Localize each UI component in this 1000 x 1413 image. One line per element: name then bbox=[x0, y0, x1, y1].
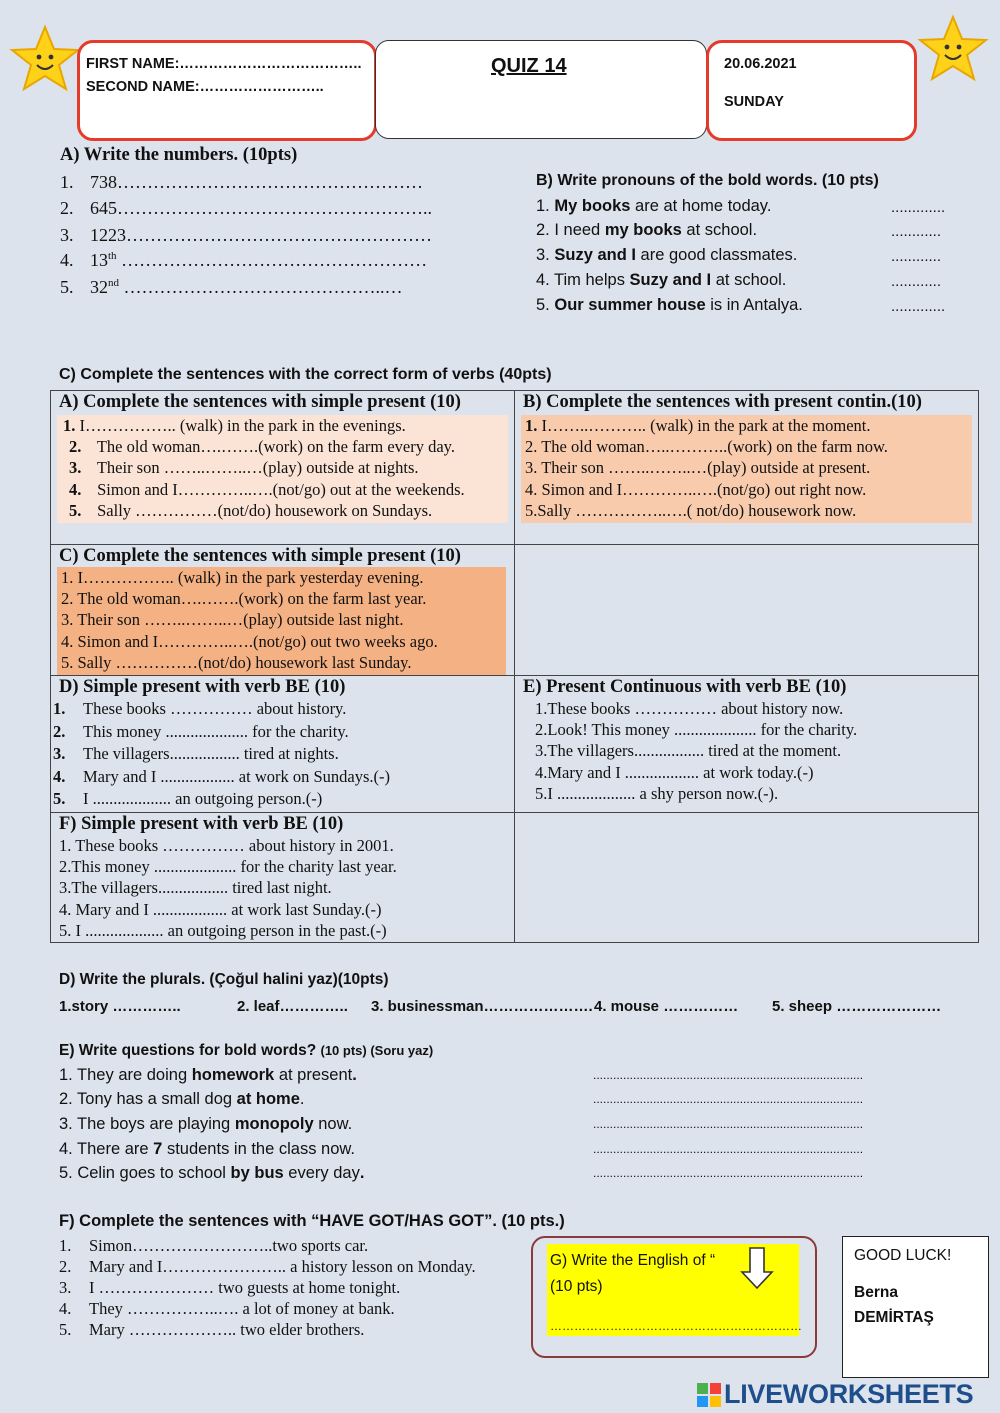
item-number: 3. bbox=[59, 1278, 72, 1297]
item-text: 2. I need bbox=[536, 221, 605, 239]
section-e-title bbox=[59, 1042, 433, 1060]
list-item[interactable]: 4. Simon and I…………..….(not/go) out right now. bbox=[525, 479, 867, 499]
list-item[interactable]: 5. Sally ……………(not/do) housework last Sunday. bbox=[61, 652, 412, 672]
item-text: Mary ……………….. two elder brothers. bbox=[89, 1320, 365, 1339]
star-icon bbox=[916, 14, 990, 86]
item-text: . bbox=[299, 1090, 305, 1108]
answer-blank[interactable]: ............ bbox=[891, 273, 942, 290]
list-item bbox=[536, 246, 797, 265]
item-text: Mary and I………………….. a history lesson on Monday. bbox=[89, 1257, 476, 1276]
list-item bbox=[60, 250, 427, 271]
item-text: are at home today. bbox=[630, 197, 772, 215]
list-item bbox=[59, 1066, 357, 1085]
cell-e-list bbox=[515, 698, 978, 804]
list-item[interactable]: 5.Sally ……………..….( not/do) housework now. bbox=[525, 500, 857, 520]
cell-d-list bbox=[51, 698, 514, 811]
plural-item[interactable]: 5. sheep ………………… bbox=[772, 998, 942, 1015]
list-item[interactable] bbox=[59, 1257, 476, 1277]
list-item[interactable] bbox=[59, 1320, 364, 1340]
item-text: are good classmates. bbox=[635, 246, 798, 264]
bold-word: homework bbox=[191, 1066, 275, 1084]
list-item bbox=[536, 197, 771, 216]
cell-b-list bbox=[521, 415, 972, 523]
item-text: The old woman….…….(work) on the farm every day. bbox=[93, 437, 455, 457]
item-number: 2. bbox=[53, 721, 66, 741]
item-text: 4. Tim helps bbox=[536, 271, 630, 289]
item-text: I……..……….. (walk) in the park at the moment. bbox=[537, 416, 871, 435]
item-text: every day bbox=[283, 1164, 360, 1182]
cell-e-title: E) Present Continuous with verb BE (10) bbox=[523, 677, 847, 698]
item-text: at present bbox=[274, 1066, 353, 1084]
item-number: 5. bbox=[53, 789, 66, 809]
list-item[interactable] bbox=[59, 1278, 400, 1298]
item-number: 5. bbox=[59, 1320, 72, 1339]
item-number: 1. bbox=[63, 416, 76, 435]
item-number: 3. bbox=[53, 744, 66, 764]
list-item bbox=[536, 221, 757, 240]
item-text: This money .................... for the charity. bbox=[83, 721, 349, 741]
list-item[interactable]: 4. Simon and I…………..….(not/go) out two weeks ago. bbox=[61, 631, 438, 651]
list-item[interactable]: 4. Mary and I .................. at work last Sunday.(-) bbox=[59, 899, 382, 919]
item-text: 2. Tony has a small dog bbox=[59, 1090, 237, 1108]
cell-c-title: C) Complete the sentences with simple present (10) bbox=[59, 546, 461, 566]
cell-d bbox=[51, 676, 515, 813]
item-number: 4. bbox=[59, 1299, 72, 1318]
list-item[interactable] bbox=[63, 415, 504, 436]
bold-word: monopoly bbox=[234, 1115, 314, 1133]
item-text: They ……………..…. a lot of money at bank. bbox=[89, 1299, 395, 1318]
section-f-title: F) Complete the sentences with “HAVE GOT/HAS GOT”. (10 pts.) bbox=[59, 1212, 565, 1230]
answer-blank[interactable]: ............ bbox=[891, 248, 942, 265]
list-item[interactable] bbox=[53, 721, 510, 744]
section-b-title: B) Write pronouns of the bold words. (10 pts) bbox=[536, 172, 879, 189]
item-text: 5. bbox=[536, 296, 555, 314]
item-number: 1. bbox=[53, 699, 66, 719]
item-number: 4. bbox=[60, 250, 74, 270]
item-number: 1. bbox=[525, 416, 538, 435]
cell-f-list bbox=[51, 835, 514, 941]
item-answer[interactable]: …………………………………………… bbox=[116, 250, 428, 270]
brand-text: LIVEWORKSHEETS bbox=[724, 1379, 974, 1409]
list-item[interactable]: 3. Their son ……..……..…(play) outside at present. bbox=[525, 458, 871, 478]
cell-empty bbox=[515, 813, 979, 943]
item-text: 32 bbox=[90, 277, 108, 297]
list-item bbox=[59, 1164, 364, 1183]
item-number: 4. bbox=[53, 766, 66, 786]
section-d-title: D) Write the plurals. (Çoğul halini yaz)(10pts) bbox=[59, 971, 389, 988]
item-text[interactable]: 738…………………………………………… bbox=[90, 172, 423, 192]
list-item bbox=[60, 172, 423, 193]
item-number: 2. bbox=[69, 437, 82, 457]
answer-line[interactable]: ................................................................................. bbox=[593, 1068, 864, 1082]
list-item[interactable]: 5. I ................... an outgoing person in the past.(-) bbox=[59, 920, 387, 940]
list-item[interactable]: 1. These books …………… about history in 2001. bbox=[59, 836, 394, 856]
section-g-title bbox=[550, 1252, 764, 1270]
item-text: 5. Celin goes to school bbox=[59, 1164, 231, 1182]
cell-b bbox=[515, 391, 979, 545]
answer-blank[interactable]: ............ bbox=[891, 223, 942, 240]
bold-word: Our summer house bbox=[554, 296, 706, 314]
first-name-field[interactable]: FIRST NAME:……………………………….. bbox=[86, 56, 362, 72]
item-text: at school. bbox=[681, 221, 758, 239]
cell-b-title: B) Complete the sentences with present contin.(10) bbox=[523, 392, 922, 412]
item-text: I…………….. (walk) in the park in the evenings. bbox=[75, 416, 406, 435]
item-sup: nd bbox=[108, 277, 119, 289]
answer-blank[interactable]: ............. bbox=[891, 199, 946, 216]
section-e-title-points: (10 pts) (Soru yaz) bbox=[320, 1043, 434, 1058]
item-text: Sally ……………(not/do) housework on Sundays. bbox=[93, 500, 433, 520]
item-number: 2. bbox=[60, 198, 74, 218]
list-item[interactable] bbox=[63, 457, 504, 478]
item-text: I ................... an outgoing person.(-) bbox=[83, 789, 323, 809]
item-text[interactable]: 645…………………………………………….. bbox=[90, 198, 432, 218]
item-number: 3. bbox=[69, 458, 82, 478]
item-text: 3. The boys are playing bbox=[59, 1115, 235, 1133]
second-name-field[interactable]: SECOND NAME:…………………….. bbox=[86, 79, 324, 95]
list-item[interactable]: 4.Mary and I .................. at work today.(-) bbox=[535, 762, 814, 782]
list-item[interactable]: 1. I…………….. (walk) in the park yesterday evening. bbox=[61, 568, 424, 587]
arrow-down-icon bbox=[740, 1246, 774, 1290]
list-item[interactable] bbox=[525, 415, 968, 436]
author-last: DEMİRTAŞ bbox=[854, 1309, 934, 1326]
item-text: These books …………… about history. bbox=[83, 699, 347, 719]
item-number: 2. bbox=[59, 1257, 72, 1276]
list-item[interactable]: 1.These books …………… about history now. bbox=[535, 699, 844, 719]
item-number: 5. bbox=[69, 500, 82, 520]
plural-item[interactable]: 4. mouse …………… bbox=[594, 998, 739, 1015]
list-item bbox=[60, 198, 432, 219]
plural-item[interactable]: 3. businessman…………………. bbox=[371, 998, 593, 1015]
item-number: 1. bbox=[60, 172, 74, 192]
list-item bbox=[59, 1090, 305, 1109]
list-item[interactable]: 2.This money .................... for the charity last year. bbox=[59, 857, 397, 877]
cell-f bbox=[51, 813, 515, 943]
item-sup: th bbox=[108, 250, 117, 262]
bold-word: My books bbox=[554, 197, 631, 215]
item-text: at school. bbox=[711, 271, 787, 289]
item-text: 13 bbox=[90, 250, 108, 270]
item-number: 1. bbox=[59, 1236, 72, 1255]
list-item[interactable]: 2. The old woman…..………..(work) on the farm now. bbox=[525, 437, 888, 457]
item-tail: . bbox=[352, 1066, 357, 1084]
goodluck-text: GOOD LUCK! bbox=[854, 1247, 952, 1264]
section-a-title: A) Write the numbers. (10pts) bbox=[60, 145, 298, 165]
section-g-box bbox=[531, 1236, 817, 1358]
list-item[interactable] bbox=[53, 698, 510, 721]
logo-icon bbox=[696, 1382, 722, 1408]
list-item[interactable]: 3.The villagers................. tired last night. bbox=[59, 878, 332, 898]
item-text: Simon and I…………..….(not/go) out at the weekends. bbox=[93, 479, 465, 499]
answer-line[interactable]: ................................................................................. bbox=[593, 1142, 864, 1156]
list-item bbox=[60, 225, 432, 246]
star-icon bbox=[8, 24, 82, 94]
list-item[interactable] bbox=[63, 436, 504, 457]
section-c-title: C) Complete the sentences with the correct form of verbs (40pts) bbox=[59, 366, 552, 383]
date-text: 20.06.2021 bbox=[724, 56, 797, 72]
date-box bbox=[706, 40, 917, 141]
section-e-title-text: E) Write questions for bold words? bbox=[59, 1042, 321, 1059]
cell-a bbox=[51, 391, 515, 545]
item-text: is in Antalya. bbox=[705, 296, 803, 314]
list-item[interactable]: 2. The old woman….…….(work) on the farm last year. bbox=[61, 589, 427, 609]
item-text: I ………………… two guests at home tonight. bbox=[89, 1278, 401, 1297]
list-item[interactable]: 2.Look! This money .................... for the charity. bbox=[535, 720, 858, 740]
item-number: 5. bbox=[60, 277, 74, 297]
list-item[interactable]: 5.I ................... a shy person now.(-). bbox=[535, 783, 779, 803]
item-text: now. bbox=[313, 1115, 353, 1133]
cell-e bbox=[515, 676, 979, 813]
author-first: Berna bbox=[854, 1284, 898, 1301]
list-item[interactable] bbox=[59, 1299, 395, 1319]
answer-line[interactable]: ................................................................................. bbox=[593, 1117, 864, 1131]
item-number: 3. bbox=[60, 225, 74, 245]
item-text: 3. bbox=[536, 246, 555, 264]
answer-line[interactable]: ................................................................................. bbox=[593, 1166, 864, 1180]
bold-word: Suzy and I bbox=[629, 271, 712, 289]
cell-f-title: F) Simple present with verb BE (10) bbox=[59, 814, 344, 835]
section-g-title-text: G) Write the English of “ bbox=[550, 1252, 716, 1269]
item-text: Simon……………………..two sports car. bbox=[89, 1236, 369, 1255]
list-item[interactable] bbox=[53, 788, 510, 811]
list-item bbox=[536, 296, 803, 315]
item-text: 1. They are doing bbox=[59, 1066, 192, 1084]
cell-d-title: D) Simple present with verb BE (10) bbox=[59, 677, 346, 698]
list-item[interactable]: 3. Their son ……..……..…(play) outside last night. bbox=[61, 610, 404, 630]
list-item[interactable]: 3.The villagers................. tired at the moment. bbox=[535, 741, 842, 761]
answer-line[interactable]: ................................................................................. bbox=[593, 1092, 864, 1106]
item-text: 4. There are bbox=[59, 1140, 154, 1158]
bold-word: Suzy and I bbox=[554, 246, 636, 264]
item-answer[interactable]: ……………………………………..… bbox=[119, 277, 403, 297]
bold-word: by bus bbox=[230, 1164, 284, 1182]
section-g-points: (10 pts) bbox=[550, 1278, 603, 1295]
list-item[interactable] bbox=[53, 766, 510, 789]
item-tail: . bbox=[359, 1164, 365, 1182]
cell-empty bbox=[515, 545, 979, 676]
item-text: 1. bbox=[536, 197, 555, 215]
item-number: 4. bbox=[69, 479, 82, 499]
item-text: Their son ……..……..…(play) outside at nights. bbox=[93, 458, 419, 478]
item-text: students in the class now. bbox=[162, 1140, 355, 1158]
name-box bbox=[77, 40, 377, 141]
list-item bbox=[536, 271, 786, 290]
list-item bbox=[60, 277, 403, 298]
section-g-answer[interactable]: ……………………………………………………… bbox=[550, 1319, 802, 1333]
goodluck-box bbox=[842, 1236, 989, 1378]
answer-blank[interactable]: ............. bbox=[891, 298, 946, 315]
cell-c bbox=[51, 545, 515, 676]
item-text: Mary and I .................. at work on Sundays.(-) bbox=[83, 766, 391, 786]
verb-table bbox=[50, 390, 979, 943]
quiz-title-box bbox=[375, 40, 707, 139]
cell-a-title: A) Complete the sentences with simple present (10) bbox=[59, 392, 461, 412]
list-item[interactable] bbox=[63, 479, 504, 500]
bold-word: at home bbox=[236, 1090, 300, 1108]
cell-a-list bbox=[57, 415, 508, 523]
list-item[interactable] bbox=[59, 1236, 368, 1256]
cell-c-list bbox=[57, 567, 506, 675]
list-item[interactable] bbox=[53, 743, 510, 766]
list-item[interactable] bbox=[63, 500, 504, 521]
section-g-inner bbox=[547, 1244, 802, 1336]
item-text: The villagers................. tired at nights. bbox=[83, 744, 339, 764]
list-item bbox=[59, 1115, 352, 1134]
day-text: SUNDAY bbox=[724, 94, 784, 110]
bold-word: my books bbox=[604, 221, 682, 239]
plural-item[interactable]: 1.story ………….. bbox=[59, 998, 181, 1015]
bold-word: 7 bbox=[153, 1140, 163, 1158]
item-text[interactable]: 1223…………………………………………… bbox=[90, 225, 432, 245]
plural-item[interactable]: 2. leaf………….. bbox=[237, 998, 348, 1015]
list-item bbox=[59, 1140, 355, 1159]
page-title: QUIZ 14 bbox=[491, 55, 567, 77]
